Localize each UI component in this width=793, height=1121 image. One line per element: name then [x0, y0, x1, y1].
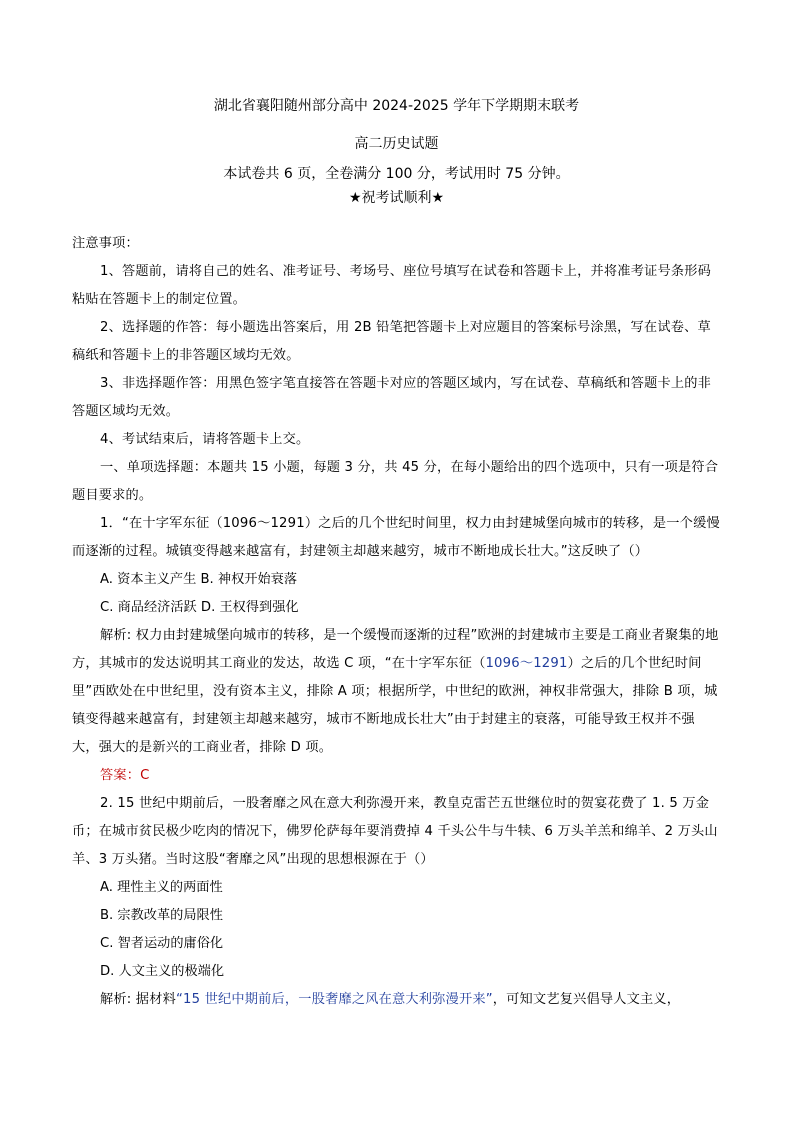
analysis-text: ，可知文艺复兴倡导人文主义，: [492, 992, 681, 1007]
question-1-analysis: [72, 622, 721, 762]
answer-label: 答案：: [100, 768, 141, 783]
question-2-option-c: C. 智者运动的庸俗化: [100, 936, 224, 951]
exam-subject: 高二历史试题: [354, 136, 439, 152]
section-title: 一、单项选择题：本题共 15 小题，每题 3 分，共 45 分，在每小题给出的四个选项中，只有一项是符合题目要求的。: [72, 460, 719, 503]
exam-info: 本试卷共 6 页，全卷满分 100 分，考试用时 75 分钟。: [223, 166, 570, 182]
notice-item-1: 1、答题前，请将自己的姓名、准考证号、考场号、座位号填写在试卷和答题卡上，并将准考证号条形码粘贴在答题卡上的制定位置。: [72, 264, 712, 307]
question-2-option-b: B. 宗教改革的局限性: [100, 908, 223, 923]
question-2-option-d: D. 人文主义的极端化: [100, 964, 225, 979]
analysis-text: ）之后的几个世纪时间里”西欧处在中世纪里，没有资本主义，排除 A 项；根据所学，中世纪的欧洲，神权非常强大，排除 B 项，城镇变得越来越富有，封建领主却越来越穷，城市不断地成长壮大”由于封建主的衰落，可能导致王权并不强大，强大的是新兴的工商业者，排除 D 项。: [72, 656, 718, 755]
question-2-stem: 2. 15 世纪中期前后，一股奢靡之风在意大利弥漫开来，教皇克雷芒五世继位时的贺宴花费了 1. 5 万金币；在城市贫民极少吃肉的情况下，佛罗伦萨每年要消费掉 4 千头公牛与牛犊、6 万头羊羔和绵羊、2 万头山羊、3 万头猪。当时这股“奢靡之风”出现的思想根源在于（）: [72, 796, 718, 867]
analysis-text: 解析: 据材料: [100, 992, 176, 1007]
question-1-answer: [72, 762, 721, 790]
analysis-highlight: 1096～1291: [485, 656, 568, 671]
notice-item-4: 4、考试结束后，请将答题卡上交。: [100, 432, 310, 447]
question-1-options-row-1: A. 资本主义产生 B. 神权开始衰落: [100, 572, 298, 587]
question-1-options-row-2: C. 商品经济活跃 D. 王权得到强化: [100, 600, 299, 615]
question-2-option-a: A. 理性主义的两面性: [100, 880, 223, 895]
exam-wish: ★祝考试顺利★: [348, 190, 445, 206]
question-1-stem: 1．“在十字军东征（1096～1291）之后的几个世纪时间里，权力由封建城堡向城市的转移，是一个缓慢而逐渐的过程。城镇变得越来越富有，封建领主却越来越穷，城市不断地成长壮大。”这反映了（）: [72, 516, 720, 559]
notice-item-2: 2、选择题的作答：每小题选出答案后，用 2B 铅笔把答题卡上对应题目的答案标号涂黑，写在试卷、草稿纸和答题卡上的非答题区域均无效。: [72, 320, 711, 363]
exam-title: 湖北省襄阳随州部分高中 2024-2025 学年下学期期末联考: [213, 98, 580, 114]
notice-heading: 注意事项：: [72, 236, 139, 251]
question-2-analysis: [72, 986, 721, 1014]
analysis-highlight: “15 世纪中期前后，一股奢靡之风在意大利弥漫开来”: [175, 992, 493, 1007]
answer-value: C: [140, 768, 150, 783]
analysis-text: 解析: 权力由封建城堡向城市的转移，是一个缓慢而逐渐的过程”欧洲的封建城市主要是工商业者聚集的地方，其城市的发达说明其工商业的发达，故选 C 项，“在十字军东征（: [72, 628, 719, 671]
notice-item-3: 3、非选择题作答：用黑色签字笔直接答在答题卡对应的答题区域内，写在试卷、草稿纸和答题卡上的非答题区域均无效。: [72, 376, 712, 419]
